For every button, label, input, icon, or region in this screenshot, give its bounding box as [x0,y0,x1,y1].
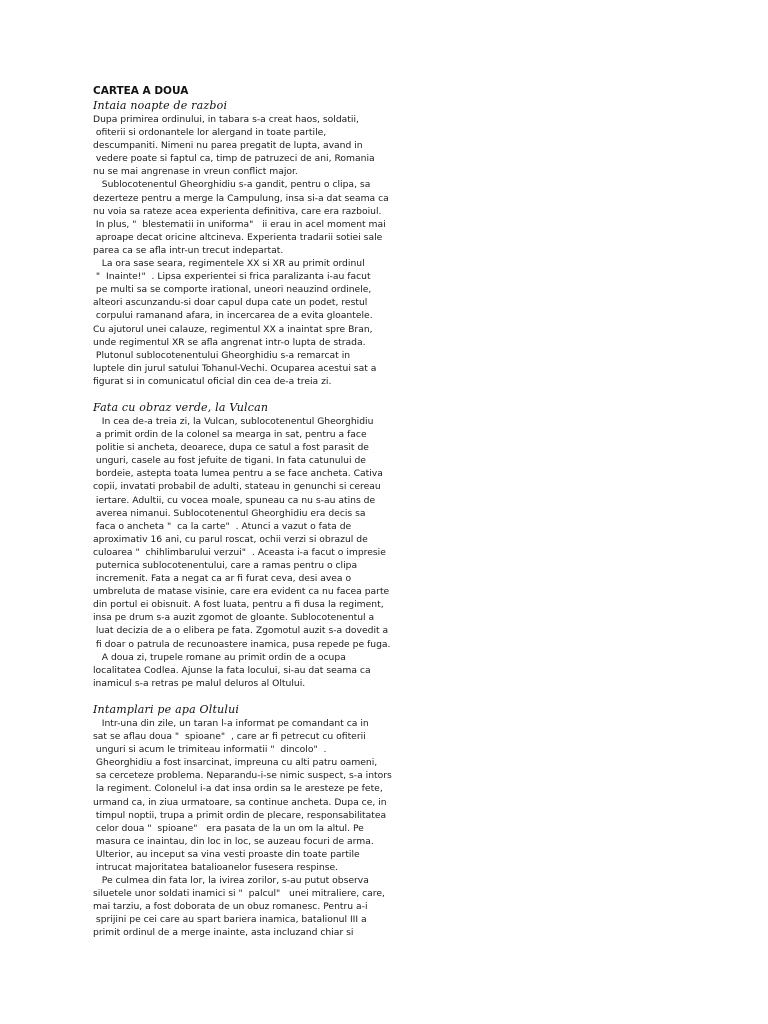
text-line: celor doua " spioane" era pasata de la un om la altul. Pe [93,822,364,834]
text-line: primit ordinul de a merge inainte, asta incluzand chiar si [93,927,354,939]
text-line: masura ce inaintau, din loc in loc, se auzeau focuri de arma. [93,835,374,847]
text-line: A doua zi, trupele romane au primit ordin de a ocupa [93,651,346,663]
text-line: Sublocotenentul Gheorghidiu s-a gandit, pentru o clipa, sa [93,179,371,191]
text-line: iertare. Adultii, cu vocea moale, spuneau ca nu s-au atins de [93,494,376,506]
text-line: Gheorghidiu a fost insarcinat, impreuna cu alti patru oameni, [93,757,378,769]
text-line: localitatea Codlea. Ajunse la fata locului, si-au dat seama ca [93,664,371,676]
text-line: aproximativ 16 ani, cu parul roscat, ochii verzi si obrazul de [93,533,368,545]
text-line: Cu ajutorul unei calauze, regimentul XX a inaintat spre Bran, [93,323,373,335]
chapter-title: Fata cu obraz verde, la Vulcan [93,400,269,414]
document-content [93,84,393,940]
chapter-section-3 [93,702,393,940]
text-line: umbreluta de matase visinie, care era evident ca nu facea parte [93,586,390,598]
text-line: fi doar o patrula de recunoastere inamica, pusa repede pe fuga. [93,638,391,650]
text-line: unde regimentul XR se afla angrenat intr-o lupta de strada. [93,336,366,348]
text-line: politie si ancheta, deoarece, dupa ce satul a fost parasit de [93,442,369,454]
text-line: Pe culmea din fata lor, la ivirea zorilor, s-au putut observa [93,875,369,887]
text-line: Ulterior, au inceput sa vina vesti proaste din toate partile [93,848,360,860]
text-line: averea nimanui. Sublocotenentul Gheorghidiu era decis sa [93,507,366,519]
text-line: pe multi sa se comporte irational, uneori neauzind ordinele, [93,284,372,296]
text-line: dezerteze pentru a merge la Campulung, insa si-a dat seama ca [93,192,389,204]
book-title: CARTEA A DOUA [93,85,189,97]
text-line: sat se aflau doua " spioane" , care ar fi petrecut cu ofiterii [93,731,366,743]
text-line: puternica sublocotenentului, care a ramas pentru o clipa [93,560,358,571]
text-line: Intr-una din zile, un taran l-a informat pe comandant ca in [93,717,369,729]
text-line: mai tarziu, a fost doborata de un obuz romanesc. Pentru a-i [93,901,368,913]
text-line: unguri, casele au fost jefuite de tigani. In fata catunului de [93,455,366,467]
text-line: a primit ordin de la colonel sa mearga in sat, pentru a face [93,429,367,441]
text-line: timpul noptii, trupa a primit ordin de plecare, responsabilitatea [93,809,387,821]
text-line: inamicul s-a retras pe malul deluros al Oltului. [93,677,306,689]
chapter-section-2 [93,400,393,690]
text-line: In plus, " blestematii in uniforma" ii erau in acel moment mai [93,218,386,230]
text-line: unguri si acum le trimiteau informatii " dincolo" . [93,744,327,756]
text-line: nu se mai angrenase in vreun conflict major. [93,166,298,178]
text-line: Plutonul sublocotenentului Gheorghidiu s-a remarcat in [93,349,351,361]
text-line: Dupa primirea ordinului, in tabara s-a creat haos, soldatii, [93,114,359,125]
text-line: luptele din jurul satului Tohanul-Vechi. Ocuparea acestui sat a [93,362,377,374]
text-line: aproape decat oricine altcineva. Experienta tradarii sotiei sale [93,231,383,243]
text-line: vedere poate si faptul ca, timp de patruzeci de ani, Romania [93,153,375,165]
text-line: " Inainte!" . Lipsa experientei si frica paralizanta i-au facut [93,271,371,283]
chapter-body [93,717,393,940]
text-line: bordeie, astepta toata lumea pentru a se face ancheta. Cativa [93,468,383,480]
text-line: nu voia sa rateze acea experienta definitiva, care era razboiul. [93,205,382,217]
text-line: parea ca se afla intr-un trecut indepartat. [93,244,284,256]
text-line: intrucat majoritatea batalioanelor fusesera respinse. [93,861,339,873]
text-line: la regiment. Colonelul i-a dat insa ordin sa le aresteze pe fete, [93,783,383,795]
chapter-body [93,113,393,388]
chapter-body [93,415,393,690]
text-line: copii, invatati probabil de adulti, stateau in genunchi si cereau [93,481,381,493]
text-line: figurat si in comunicatul oficial din cea de-a treia zi. [93,375,332,387]
text-line: La ora sase seara, regimentele XX si XR au primit ordinul [93,258,365,270]
text-line: urmand ca, in ziua urmatoare, sa continue ancheta. Dupa ce, in [93,796,387,808]
text-line: ofiterii si ordonantele lor alergand in toate partile, [93,127,327,139]
text-line: descumpaniti. Nimeni nu parea pregatit de lupta, avand in [93,140,363,152]
text-line: luat decizia de a o elibera pe fata. Zgomotul auzit s-a dovedit a [93,625,389,637]
text-line: incremenit. Fata a negat ca ar fi furat ceva, desi avea o [93,573,352,585]
text-line: siluetele unor soldati inamici si " palcul" unei mitraliere, care, [93,888,385,900]
text-line: culoarea " chihlimbarului verzui" . Aceasta i-a facut o impresie [93,546,386,558]
chapter-title: Intaia noapte de razboi [93,99,228,112]
text-line: In cea de-a treia zi, la Vulcan, sublocotenentul Gheorghidiu [93,415,374,427]
text-line: faca o ancheta " ca la carte" . Atunci a vazut o fata de [93,520,352,532]
chapter-title: Intamplari pe apa Oltului [93,702,240,716]
text-line: sprijini pe cei care au spart bariera inamica, batalionul III a [93,914,367,926]
text-line: sa cerceteze problema. Neparandu-i-se nimic suspect, s-a intors [93,770,392,782]
text-line: alteori ascunzandu-si doar capul dupa cate un podet, restul [93,297,368,309]
text-line: corpului ramanand afara, in incercarea de a evita gloantele. [93,310,373,322]
text-line: insa pe drum s-a auzit zgomot de gloante. Sublocotenentul a [93,612,375,624]
text-line: din portul ei obisnuit. A fost luata, pentru a fi dusa la regiment, [93,599,384,611]
chapter-section-1 [93,98,393,388]
